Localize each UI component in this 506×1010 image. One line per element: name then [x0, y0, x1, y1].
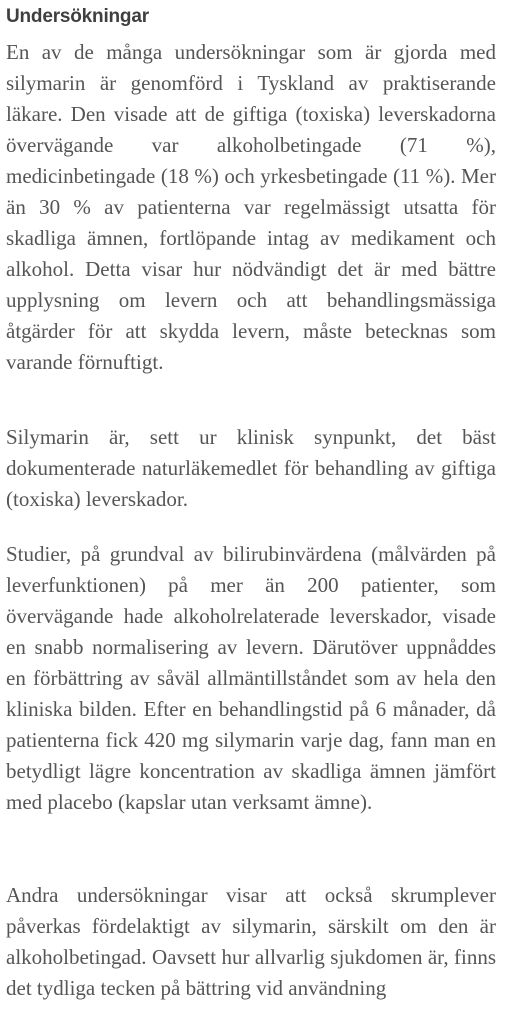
- paragraph-1: En av de många undersökningar som är gjorda med silymarin är genomförd i Tyskland av praktiserande läkare. Den visade att de giftiga (toxiska) leverskadorna övervägande var alkoholbetingade (71 %), medicinbetingade (18 %) och yrkesbetingade (11 %). Mer än 30 % av patienterna var regelmässigt utsatta för skadliga ämnen, fortlöpande intag av medikament och alkohol. Detta visar hur nödvändigt det är med bättre upplysning om levern och att behandlingsmässiga åtgärder för att skydda levern, måste betecknas som varande förnuftigt.: [6, 40, 496, 374]
- section-heading: Undersökningar: [6, 6, 149, 27]
- paragraph-4: Andra undersökningar visar att också skrumplever påverkas fördelaktigt av silymarin, särskilt om den är alkoholbetingad. Oavsett hur allvarlig sjukdomen är, finns det tydliga tecken på bättring vid användning: [6, 883, 496, 1000]
- paragraph-2: Silymarin är, sett ur klinisk synpunkt, det bäst dokumenterade naturläkemedlet för behandling av giftiga (toxiska) leverskador.: [6, 425, 496, 511]
- paragraph-3: Studier, på grundval av bilirubinvärdena (målvärden på leverfunktionen) på mer än 200 patienter, som övervägande hade alkoholrelaterade leverskador, visade en snabb normalisering av levern. Därutöver uppnåddes en förbättring av såväl allmäntillståndet som av hela den kliniska bilden. Efter en behandlingstid på 6 månader, då patienterna fick 420 mg silymarin varje dag, fann man en betydligt lägre koncentration av skadliga ämnen jämfört med placebo (kapslar utan verksamt ämne).: [6, 542, 496, 814]
